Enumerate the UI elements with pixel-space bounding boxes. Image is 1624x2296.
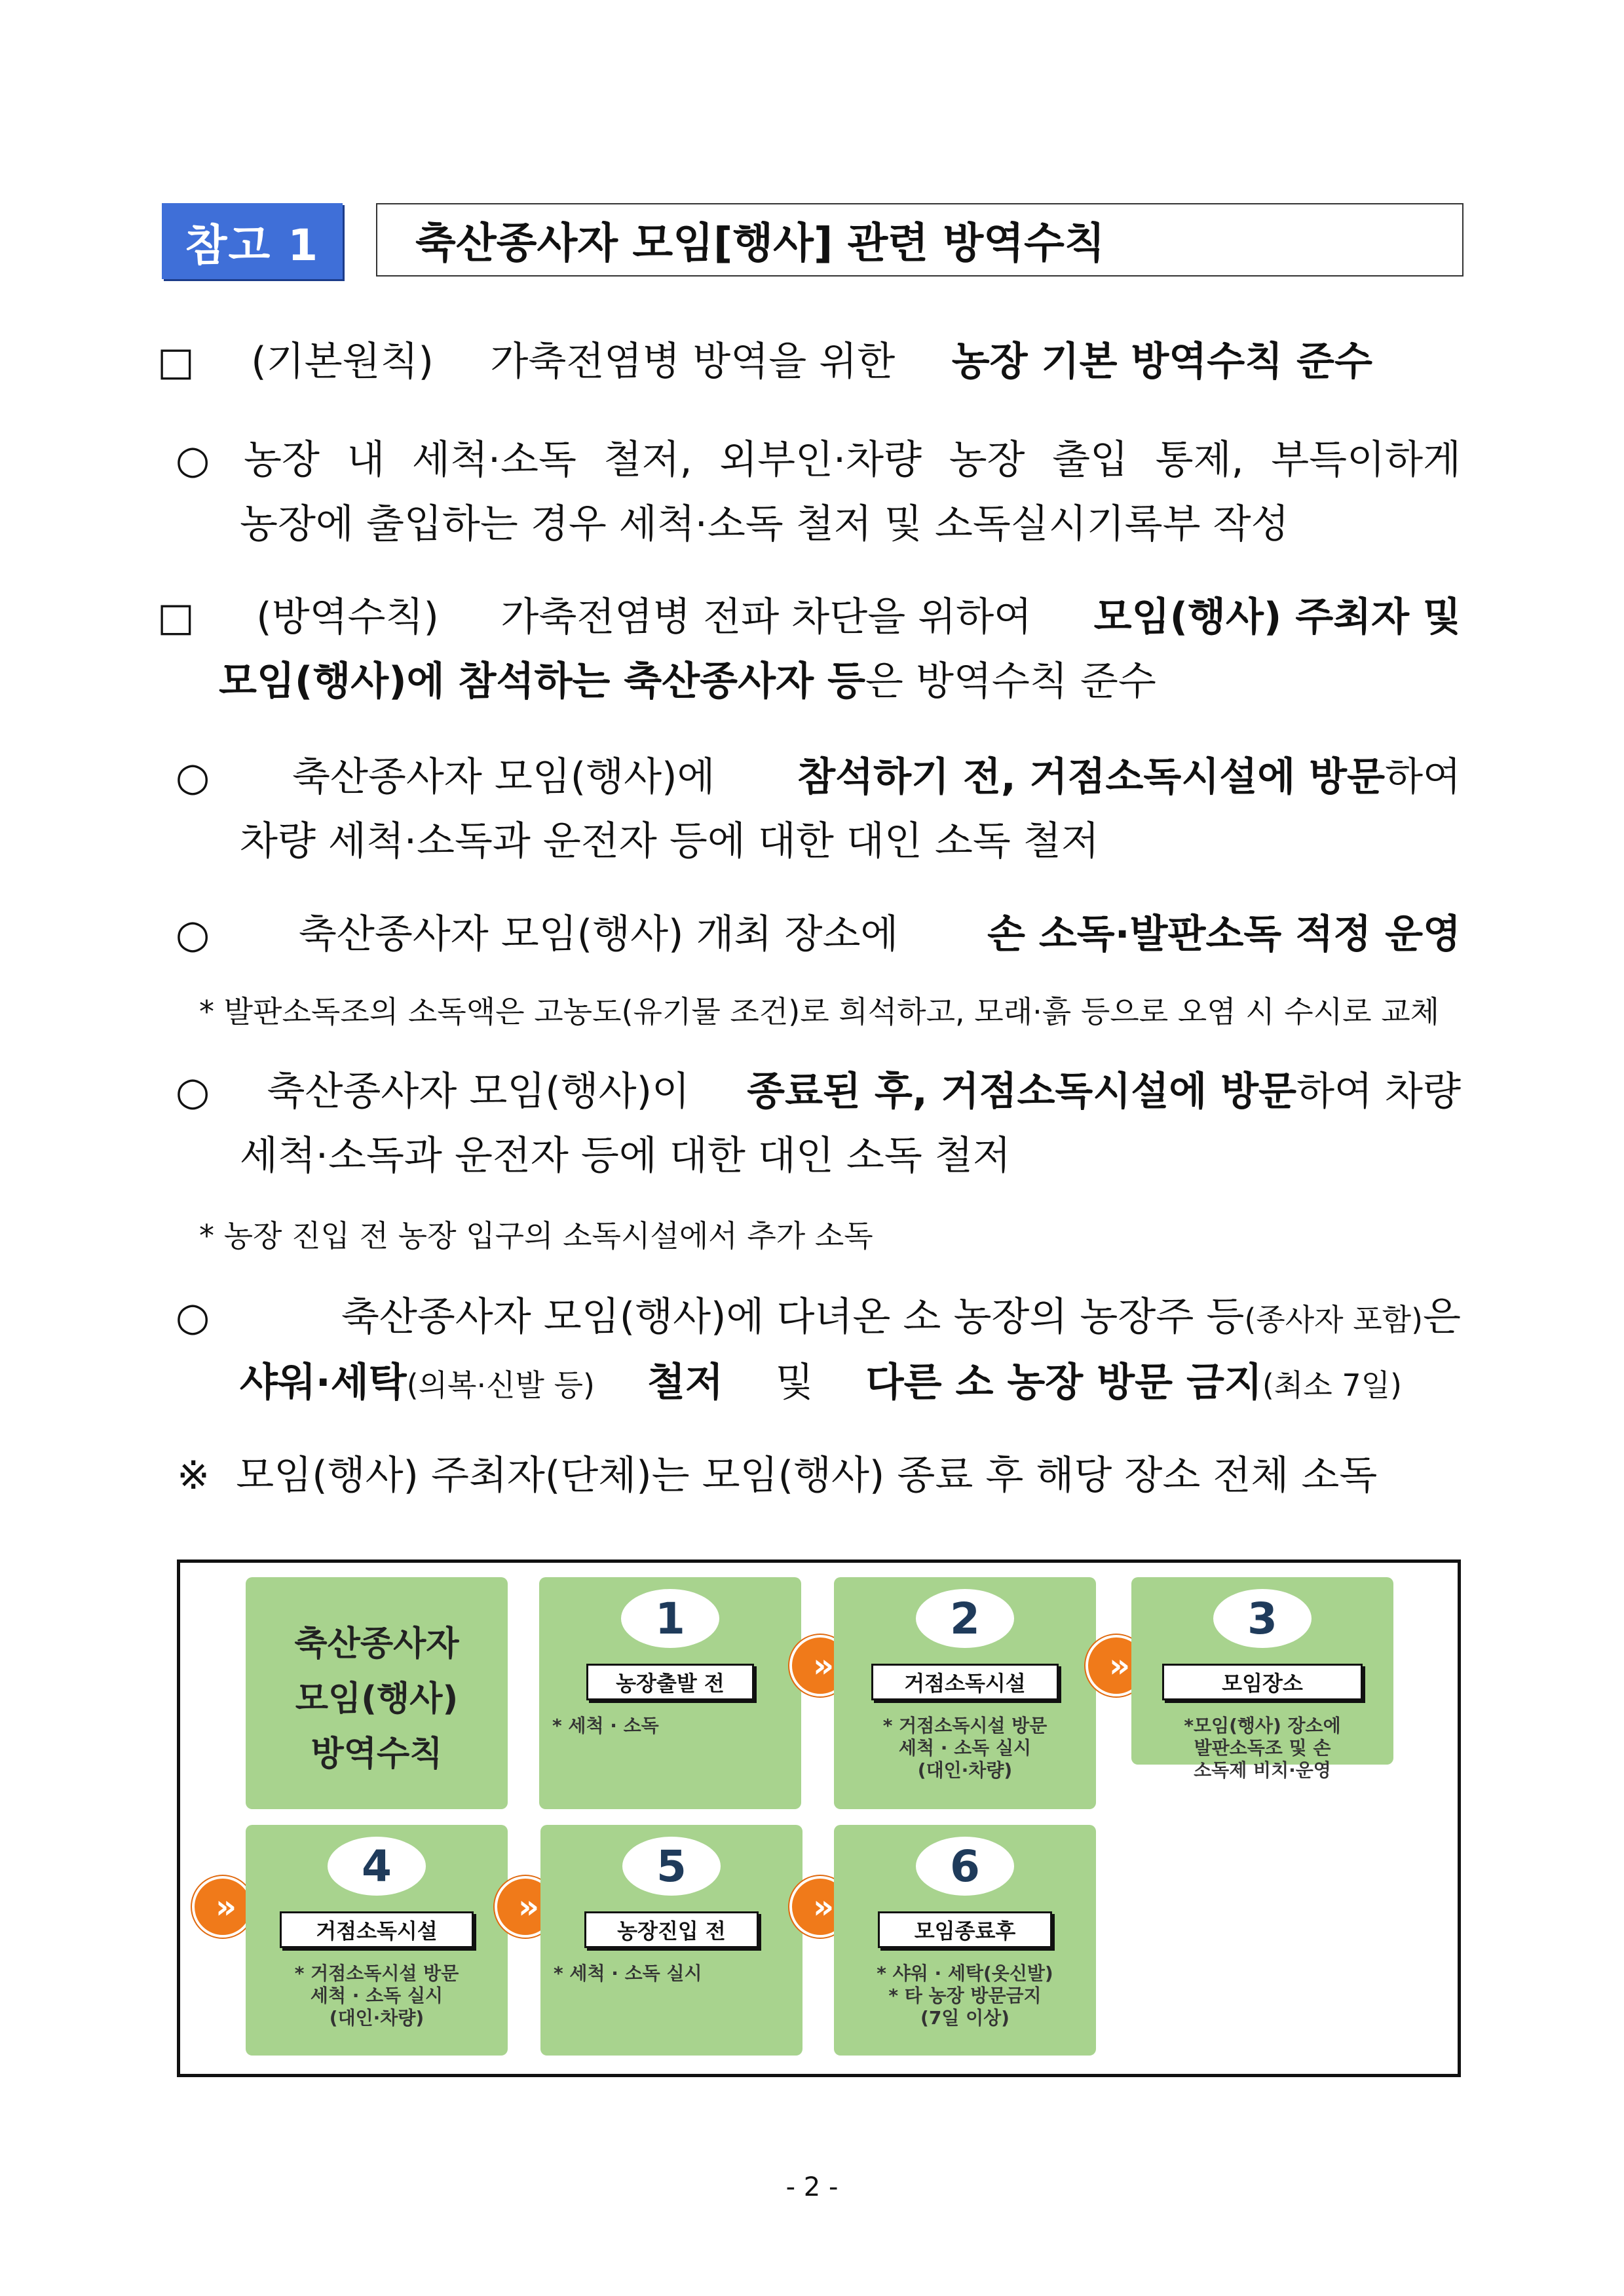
- step-desc: * 샤워 · 세탁(옷신발) * 타 농장 방문금지 (7일 이상): [877, 1962, 1053, 2029]
- arrow-icon: »: [789, 1876, 851, 1938]
- page-title: [376, 203, 1463, 277]
- step-card-2: [834, 1577, 1096, 1809]
- bullet-small: (종사자 포함): [1244, 1302, 1424, 1337]
- bullet-text-tail: 은: [1423, 1294, 1461, 1340]
- step-label: 거점소독시설: [280, 1911, 474, 1948]
- step-card-6: [834, 1825, 1096, 2056]
- bullet-circle: ○: [176, 437, 210, 483]
- reference-badge: 참고 1: [162, 203, 343, 279]
- bullet-continuation: 농장에 출입하는 경우 세척·소독 철저 및 소독실시기록부 작성: [240, 501, 1289, 547]
- diagram-title: [246, 1617, 508, 1782]
- section-lead: (기본원칙): [251, 339, 434, 385]
- step-number: 4: [328, 1837, 426, 1896]
- section-text: 가축전염병 방역을 위한: [490, 339, 896, 385]
- bullet-bold-2: 철저: [647, 1360, 723, 1406]
- step-desc: *모임(행사) 장소에 발판소독조 및 손 소독제 비치·운영: [1184, 1715, 1341, 1781]
- bullet-bold: 샤워·세탁: [240, 1360, 407, 1406]
- section-marker: □: [157, 339, 195, 385]
- diagram-title-line1: 축산종사자: [294, 1624, 459, 1664]
- step-card-4: [246, 1825, 508, 2056]
- bullet-text: 축산종사자 모임(행사) 개최 장소에: [298, 911, 899, 957]
- step-card-1: [539, 1577, 801, 1809]
- step-number: 1: [621, 1589, 719, 1648]
- remark-text: 모임(행사) 주최자(단체)는 모임(행사) 종료 후 해당 장소 전체 소독: [236, 1453, 1378, 1499]
- remark-line: [177, 1453, 1415, 1499]
- bullet-continuation: [240, 1360, 1402, 1406]
- step-desc: * 세척 · 소독: [552, 1715, 659, 1736]
- bullet-text: 축산종사자 모임(행사)이: [267, 1069, 690, 1115]
- bullet-small: (의복·신발 등): [406, 1368, 595, 1403]
- bullet-venue-disinfection: [176, 911, 1461, 957]
- section-text: 가축전염병 전파 차단을 위하여: [500, 594, 1032, 640]
- step-label: 모임종료후: [878, 1911, 1052, 1948]
- step-card-3: [1131, 1577, 1393, 1781]
- step-label: 농장출발 전: [586, 1664, 754, 1700]
- section-quarantine-rules: [157, 594, 1461, 640]
- arrow-icon: »: [192, 1876, 254, 1938]
- bullet-circle: ○: [176, 1069, 210, 1115]
- section-basic-principle: [157, 339, 1372, 385]
- section-continuation: [219, 659, 1156, 704]
- bullet-after-event: [176, 1069, 1461, 1115]
- step-desc: * 거점소독시설 방문 세척 · 소독 실시 (대인·차량): [882, 1715, 1048, 1781]
- footnote-farm-entry: * 농장 진입 전 농장 입구의 소독시설에서 추가 소독: [199, 1218, 873, 1253]
- footnote-footbath: * 발판소독조의 소독액은 고농도(유기물 조건)로 희석하고, 모래·흙 등으로 오염 시 수시로 교체: [199, 994, 1440, 1029]
- diagram-title-card: [246, 1577, 508, 1809]
- section-bold-2: 모임(행사)에 참석하는 축산종사자 등: [219, 659, 865, 704]
- bullet-continuation: 차량 세척·소독과 운전자 등에 대한 대인 소독 철저: [240, 818, 1099, 864]
- step-card-5: [540, 1825, 803, 2056]
- procedure-diagram: [177, 1559, 1461, 2077]
- section-bold: 농장 기본 방역수칙 준수: [951, 339, 1372, 385]
- step-label: 모임장소: [1162, 1664, 1363, 1700]
- step-desc: * 거점소독시설 방문 세척 · 소독 실시 (대인·차량): [294, 1962, 459, 2029]
- bullet-text-tail: 하여: [1385, 754, 1461, 800]
- step-label: 농장진입 전: [584, 1911, 759, 1948]
- bullet-before-attending: [176, 754, 1461, 800]
- step-number: 6: [916, 1837, 1014, 1896]
- bullet-text: 농장 내 세척·소독 철저, 외부인·차량 농장 출입 통제, 부득이하게: [244, 437, 1461, 483]
- diagram-title-line2: 모임(행사): [295, 1679, 459, 1719]
- bullet-small-2: (최소 7일): [1262, 1368, 1402, 1403]
- bullet-bold: 종료된 후, 거점소독시설에 방문: [747, 1069, 1297, 1115]
- bullet-circle: ○: [176, 911, 210, 957]
- step-number: 2: [916, 1589, 1014, 1648]
- bullet-shower-ban: [176, 1294, 1461, 1340]
- diagram-title-line3: 방역수칙: [311, 1734, 443, 1774]
- page-number: - 2 -: [785, 2172, 839, 2202]
- step-number: 3: [1213, 1589, 1312, 1648]
- arrow-icon: »: [789, 1635, 851, 1696]
- section-text-2: 은 방역수칙 준수: [865, 659, 1156, 704]
- bullet-continuation: 세척·소독과 운전자 등에 대한 대인 소독 철저: [240, 1133, 1011, 1179]
- bullet-circle: ○: [176, 1294, 210, 1340]
- bullet-bold-3: 다른 소 농장 방문 금지: [865, 1360, 1262, 1406]
- section-bold: 모임(행사) 주최자 및: [1093, 594, 1461, 640]
- bullet-text-tail: 하여 차량: [1296, 1069, 1461, 1115]
- arrow-icon: »: [1086, 1635, 1147, 1696]
- arrow-icon: »: [495, 1876, 556, 1938]
- bullet-circle: ○: [176, 754, 210, 800]
- step-number: 5: [622, 1837, 721, 1896]
- page-title-text: 축산종사자 모임[행사] 관련 방역수칙: [415, 220, 1105, 268]
- bullet-bold: 참석하기 전, 거점소독시설에 방문: [797, 754, 1386, 800]
- step-desc: * 세척 · 소독 실시: [554, 1962, 702, 1984]
- bullet-text: 축산종사자 모임(행사)에: [292, 754, 715, 800]
- step-label: 거점소독시설: [871, 1664, 1059, 1700]
- bullet-text-2: 및: [775, 1360, 814, 1406]
- section-marker: □: [157, 594, 195, 640]
- remark-mark: ※: [177, 1453, 210, 1499]
- bullet-bold: 손 소독·발판소독 적정 운영: [987, 911, 1461, 957]
- bullet-text: 축산종사자 모임(행사)에 다녀온 소 농장의 농장주 등: [341, 1294, 1245, 1340]
- bullet-farm-disinfection: [176, 437, 1461, 483]
- section-lead: (방역수칙): [256, 594, 439, 640]
